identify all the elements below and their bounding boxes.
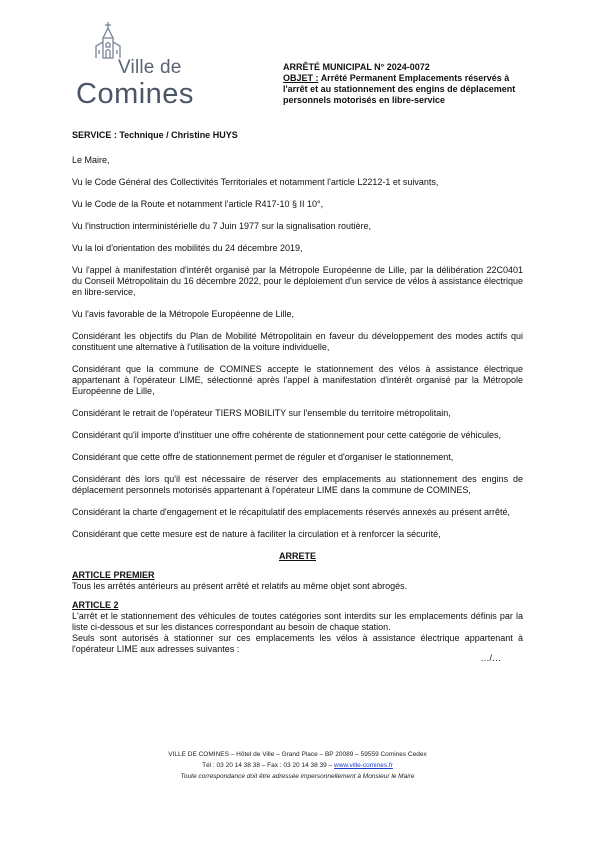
logo-text-comines: Comines bbox=[76, 78, 194, 110]
article-2-text: Seuls sont autorisés à stationner sur ces emplacements les vélos à assistance électrique appartenant à l'opérateur LIME aux adresses suivantes : bbox=[72, 633, 523, 654]
page-footer bbox=[72, 749, 523, 782]
decree-header bbox=[283, 62, 533, 106]
vu-paragraph: Vu l'avis favorable de la Métropole Européenne de Lille, bbox=[72, 309, 295, 319]
vu-paragraph: Vu le Code de la Route et notamment l'article R417-10 § II 10°, bbox=[72, 199, 324, 209]
service-line: SERVICE : Technique / Christine HUYS bbox=[72, 130, 238, 140]
article-1-title: ARTICLE PREMIER bbox=[72, 570, 155, 580]
considerant-paragraph: Considérant dès lors qu'il est nécessaire de réserver des emplacements au stationnement des engins de déplacement personnels motorisés appartenant à l'opérateur LIME dans la commune de COMINES, bbox=[72, 474, 523, 495]
article-1-text: Tous les arrêtés antérieurs au présent arrêté et relatifs au même objet sont abrogés. bbox=[72, 581, 408, 591]
footer-contact bbox=[72, 760, 523, 771]
maire-line: Le Maire, bbox=[72, 155, 110, 165]
continued-marker: …/… bbox=[480, 653, 501, 663]
logo-text-ville-de: Ville de bbox=[118, 57, 182, 78]
footer-address: VILLE DE COMINES – Hôtel de Ville – Grand Place – BP 20089 – 59559 Comines Cedex bbox=[168, 751, 427, 758]
vu-paragraph: Vu le Code Général des Collectivités Territoriales et notamment l'article L2212-1 et suivants, bbox=[72, 177, 439, 187]
church-tower-icon bbox=[92, 20, 124, 60]
vu-paragraph: Vu la loi d'orientation des mobilités du 24 décembre 2019, bbox=[72, 243, 303, 253]
considerant-paragraph: Considérant le retrait de l'opérateur TIERS MOBILITY sur l'ensemble du territoire métropolitain, bbox=[72, 408, 451, 418]
article-2-text: L'arrêt et le stationnement des véhicules de toutes catégories sont interdits sur les emplacements définis par la liste ci-dessous et sur les distances correspondant au besoin de chaque station. bbox=[72, 611, 523, 632]
article-2-title: ARTICLE 2 bbox=[72, 600, 119, 610]
city-logo bbox=[70, 20, 200, 110]
considerant-paragraph: Considérant que cette offre de stationnement permet de réguler et d'organiser le stationnement, bbox=[72, 452, 454, 462]
decree-title: ARRÊTÉ MUNICIPAL N° 2024-0072 bbox=[283, 62, 430, 72]
arrete-heading: ARRETE bbox=[278, 551, 316, 561]
object-label: OBJET : bbox=[283, 73, 319, 83]
footer-phone-fax: Tél : 03 20 14 38 38 – Fax : 03 20 14 38 39 – bbox=[202, 762, 335, 769]
decree-body bbox=[72, 130, 523, 675]
website-link[interactable]: www.ville-comines.fr bbox=[334, 762, 393, 769]
considerant-paragraph: Considérant les objectifs du Plan de Mobilité Métropolitain en faveur du développement des modes actifs qui constituent une alternative à l'utilisation de la voiture individuelle, bbox=[72, 331, 523, 352]
vu-paragraph: Vu l'instruction interministérielle du 7 Juin 1977 sur la signalisation routière, bbox=[72, 221, 372, 231]
considerant-paragraph: Considérant que la commune de COMINES accepte le stationnement des vélos à assistance électrique appartenant à l'opérateur LIME, sélectionné après l'appel à manifestation d'intérêt organisé par la Métropole Européenne de Lille, bbox=[72, 364, 523, 396]
object-text: Arrêté Permanent Emplacements réservés à l'arrêt et au stationnement des engins de déplacement personnels motorisés en libre-service bbox=[283, 73, 516, 105]
considerant-paragraph: Considérant que cette mesure est de nature à faciliter la circulation et à renforcer la sécurité, bbox=[72, 529, 441, 539]
footer-notice: Toute correspondance doit être adressée impersonnellement à Monsieur le Maire bbox=[180, 773, 415, 780]
decree-object bbox=[283, 73, 533, 106]
considerant-paragraph: Considérant qu'il importe d'instituer une offre cohérente de stationnement pour cette catégorie de véhicules, bbox=[72, 430, 502, 440]
vu-paragraph: Vu l'appel à manifestation d'intérêt organisé par la Métropole Européenne de Lille, par la délibération 22C0401 du Conseil Métropolitain du 16 décembre 2022, pour le déploiement d'un service de vélos à assistance électrique en libre-service, bbox=[72, 265, 523, 297]
considerant-paragraph: Considérant la charte d'engagement et le récapitulatif des emplacements réservés annexés au présent arrêté, bbox=[72, 507, 510, 517]
